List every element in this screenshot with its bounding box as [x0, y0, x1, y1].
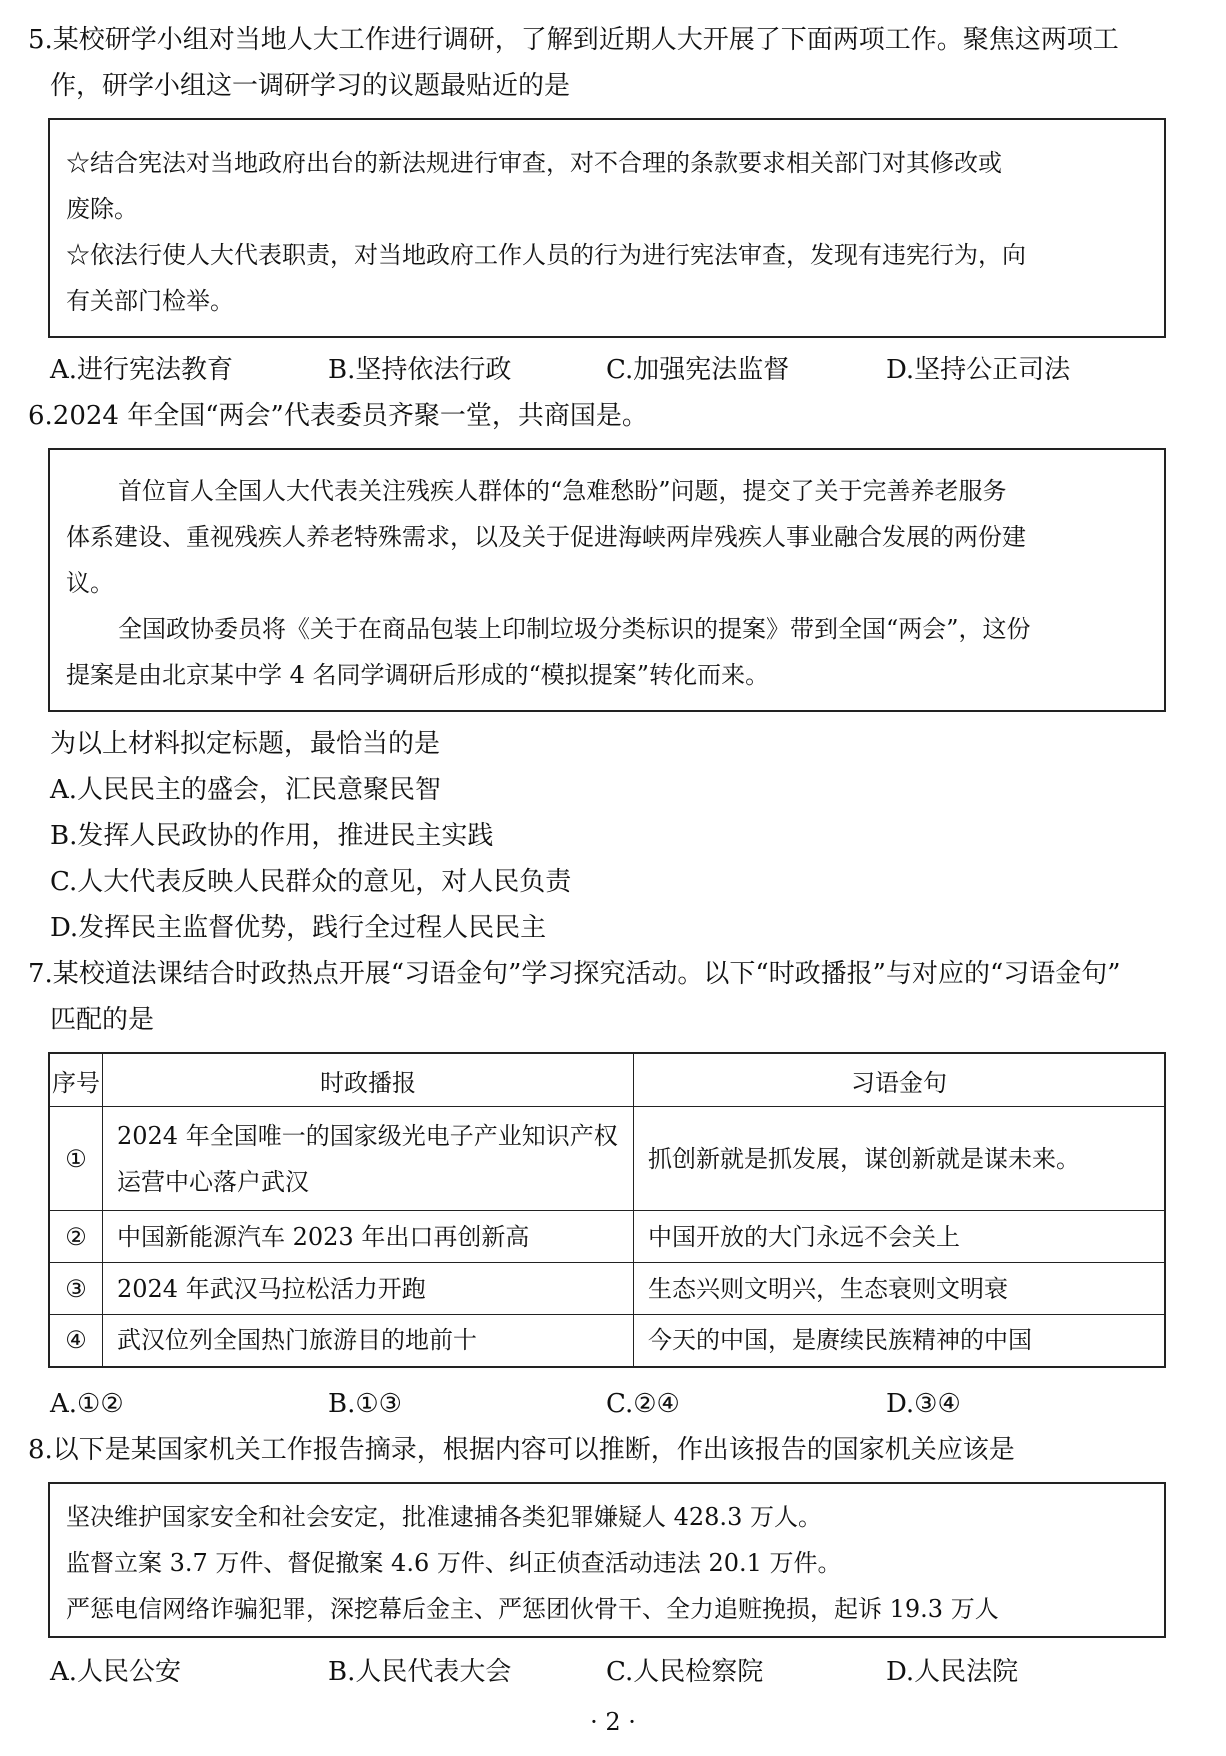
q5-material-line: 废除。 — [66, 195, 138, 223]
row-number: ② — [49, 1211, 103, 1263]
q7-option-c[interactable]: C.②④ — [606, 1389, 680, 1419]
q8-option-a[interactable]: A.人民公安 — [50, 1657, 182, 1687]
q5-option-a[interactable]: A.进行宪法教育 — [50, 355, 234, 385]
table-row — [49, 1107, 1165, 1211]
news-cell: 中国新能源汽车 2023 年出口再创新高 — [103, 1211, 634, 1263]
q7-option-a[interactable]: A.①② — [50, 1389, 124, 1419]
q8-stem: 8.以下是某国家机关工作报告摘录，根据内容可以推断，作出该报告的国家机关应该是 — [28, 1435, 1015, 1465]
q7-stem-line1: 7.某校道法课结合时政热点开展“习语金句”学习探究活动。以下“时政播报”与对应的“习语金句” — [28, 959, 1121, 989]
q6-material-line: 议。 — [66, 569, 114, 597]
col-header-news: 时政播报 — [103, 1053, 634, 1107]
q5-option-b[interactable]: B.坚持依法行政 — [328, 355, 512, 385]
table-row — [49, 1315, 1165, 1367]
col-header-no: 序号 — [49, 1053, 103, 1107]
quote-cell: 今天的中国，是赓续民族精神的中国 — [634, 1315, 1166, 1367]
q5-option-d[interactable]: D.坚持公正司法 — [886, 355, 1071, 385]
quote-cell: 抓创新就是抓发展，谋创新就是谋未来。 — [634, 1107, 1166, 1211]
q6-material-line: 体系建设、重视残疾人养老特殊需求，以及关于促进海峡两岸残疾人事业融合发展的两份建 — [66, 523, 1026, 551]
q7-table — [48, 1052, 1166, 1368]
page-number: · 2 · — [590, 1708, 636, 1736]
q7-stem-line2: 匹配的是 — [50, 1005, 155, 1035]
q6-material-line: 首位盲人全国人大代表关注残疾人群体的“急难愁盼”问题，提交了关于完善养老服务 — [118, 477, 1007, 505]
row-number: ③ — [49, 1263, 103, 1315]
quote-cell: 生态兴则文明兴，生态衰则文明衰 — [634, 1263, 1166, 1315]
q5-material-line: 有关部门检举。 — [66, 287, 234, 315]
q6-option-a[interactable]: A.人民民主的盛会，汇民意聚民智 — [50, 775, 442, 805]
table-header-row — [49, 1053, 1165, 1107]
q8-option-b[interactable]: B.人民代表大会 — [328, 1657, 512, 1687]
q6-option-d[interactable]: D.发挥民主监督优势，践行全过程人民民主 — [50, 913, 547, 943]
q6-material-line: 提案是由北京某中学 4 名同学调研后形成的“模拟提案”转化而来。 — [66, 661, 770, 689]
table-row — [49, 1211, 1165, 1263]
q7-option-d[interactable]: D.③④ — [886, 1389, 961, 1419]
news-cell: 2024 年武汉马拉松活力开跑 — [103, 1263, 634, 1315]
q6-stem: 6.2024 年全国“两会”代表委员齐聚一堂，共商国是。 — [28, 401, 648, 431]
row-number: ④ — [49, 1315, 103, 1367]
q5-option-c[interactable]: C.加强宪法监督 — [606, 355, 790, 385]
col-header-quote: 习语金句 — [634, 1053, 1166, 1107]
q6-option-b[interactable]: B.发挥人民政协的作用，推进民主实践 — [50, 821, 494, 851]
q6-question: 为以上材料拟定标题，最恰当的是 — [50, 729, 441, 759]
news-cell: 2024 年全国唯一的国家级光电子产业知识产权运营中心落户武汉 — [103, 1107, 634, 1211]
q8-material-box — [48, 1482, 1166, 1638]
row-number: ① — [49, 1107, 103, 1211]
q5-stem-line1: 5.某校研学小组对当地人大工作进行调研，了解到近期人大开展了下面两项工作。聚焦这两项工 — [28, 25, 1119, 55]
table-row — [49, 1263, 1165, 1315]
q6-material-box — [48, 448, 1166, 712]
q5-material-line: ☆结合宪法对当地政府出台的新法规进行审查，对不合理的条款要求相关部门对其修改或 — [66, 149, 1002, 177]
q7-option-b[interactable]: B.①③ — [328, 1389, 402, 1419]
quote-cell: 中国开放的大门永远不会关上 — [634, 1211, 1166, 1263]
q8-material-line: 监督立案 3.7 万件、督促撤案 4.6 万件、纠正侦查活动违法 20.1 万件。 — [66, 1549, 842, 1577]
q5-material-box — [48, 118, 1166, 338]
q6-material-line: 全国政协委员将《关于在商品包装上印制垃圾分类标识的提案》带到全国“两会”，这份 — [118, 615, 1031, 643]
q6-option-c[interactable]: C.人大代表反映人民群众的意见，对人民负责 — [50, 867, 572, 897]
q8-material-line: 坚决维护国家安全和社会安定，批准逮捕各类犯罪嫌疑人 428.3 万人。 — [66, 1503, 822, 1531]
q8-material-line: 严惩电信网络诈骗犯罪，深挖幕后金主、严惩团伙骨干、全力追赃挽损，起诉 19.3 万人 — [66, 1595, 999, 1623]
news-cell: 武汉位列全国热门旅游目的地前十 — [103, 1315, 634, 1367]
q8-option-c[interactable]: C.人民检察院 — [606, 1657, 764, 1687]
q5-material-line: ☆依法行使人大代表职责，对当地政府工作人员的行为进行宪法审查，发现有违宪行为，向 — [66, 241, 1026, 269]
q5-stem-line2: 作，研学小组这一调研学习的议题最贴近的是 — [50, 71, 571, 101]
q8-option-d[interactable]: D.人民法院 — [886, 1657, 1019, 1687]
